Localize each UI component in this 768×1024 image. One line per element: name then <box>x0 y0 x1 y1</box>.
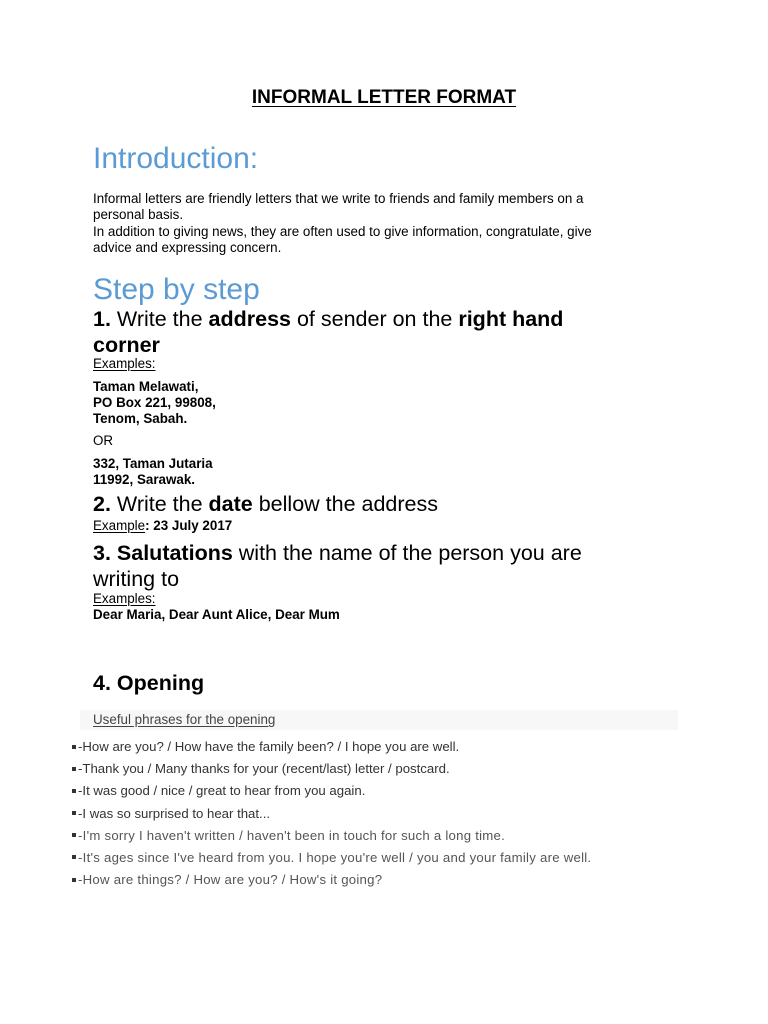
phrase-text: Thank you / Many thanks for your (recent/last) letter / postcard. <box>82 761 450 777</box>
step1-bold-right-hand: right hand <box>458 307 564 331</box>
step1-text: of sender on the <box>291 307 459 331</box>
intro-line: In addition to giving news, they are often used to give information, congratulate, give <box>93 223 592 239</box>
example-label: Example <box>93 518 146 533</box>
salutation-examples-text: Dear Maria, Dear Aunt Alice, Dear Mum <box>93 607 340 622</box>
step4-heading: 4. Opening <box>93 671 205 695</box>
address-line: 11992, Sarawak. <box>93 472 196 487</box>
step2-bold-date: date <box>208 492 253 516</box>
examples-label: Examples: <box>93 356 156 371</box>
bullet-dash: - <box>78 827 83 843</box>
bullet-square-icon <box>72 789 76 793</box>
steps-heading: Step by step <box>93 273 260 306</box>
bullet-square-icon <box>72 767 76 771</box>
phrase-text: How are things? / How are you? / How's it going? <box>82 872 383 888</box>
step2-text: bellow the address <box>252 492 438 516</box>
step1-text: Write the <box>110 307 209 331</box>
address-line: 332, Taman Jutaria <box>93 456 213 471</box>
phrase-text: I was so surprised to hear that... <box>82 805 271 821</box>
introduction-heading: Introduction: <box>93 142 259 175</box>
document-title: INFORMAL LETTER FORMAT <box>251 87 517 108</box>
list-item <box>72 780 752 802</box>
step3-number: 3. <box>93 541 111 565</box>
list-item <box>72 803 752 825</box>
bullet-square-icon <box>72 878 76 882</box>
step1-bold-corner: corner <box>93 333 160 357</box>
phrase-list <box>72 736 752 891</box>
address-line: PO Box 221, 99808, <box>93 395 216 410</box>
bullet-square-icon <box>72 811 76 815</box>
phrases-label: Useful phrases for the opening <box>93 712 276 727</box>
bullet-dash: - <box>78 761 83 777</box>
list-item <box>72 869 752 891</box>
address-line: Tenom, Sabah. <box>93 411 188 426</box>
step3-examples-label <box>93 591 156 607</box>
step3-heading <box>93 540 582 566</box>
or-separator: OR <box>93 433 114 448</box>
step2-heading <box>93 491 438 517</box>
phrase-text: It was good / nice / great to hear from you again. <box>82 783 366 799</box>
introduction-paragraph <box>93 191 693 256</box>
intro-line: Informal letters are friendly letters that we write to friends and family members on a <box>93 191 584 206</box>
address-example-2 <box>93 456 213 488</box>
step2-example <box>93 518 232 534</box>
salutation-examples <box>93 607 340 623</box>
step1-examples-label <box>93 356 156 372</box>
bullet-dash: - <box>78 805 83 821</box>
phrase-text: I'm sorry I haven't written / haven't been in touch for such a long time. <box>82 827 506 843</box>
bullet-dash: - <box>78 739 83 754</box>
step2-text: Write the <box>110 492 209 516</box>
list-item <box>72 825 752 847</box>
step1-bold-address: address <box>208 307 291 331</box>
bullet-dash: - <box>78 783 83 799</box>
step1-heading-line2 <box>93 332 160 358</box>
list-item <box>72 847 752 869</box>
intro-line: advice and expressing concern. <box>93 239 282 255</box>
step2-number: 2. <box>93 492 111 516</box>
bullet-square-icon <box>72 855 76 859</box>
step1-heading <box>93 306 563 332</box>
step3-text: with the name of the person you are <box>232 541 582 565</box>
bullet-dash: - <box>78 849 83 865</box>
list-item <box>72 736 752 758</box>
bullet-square-icon <box>72 745 76 749</box>
phrase-text: It's ages since I've heard from you. I hope you're well / you and your family are well. <box>82 849 592 865</box>
list-item <box>72 758 752 780</box>
address-line: Taman Melawati, <box>93 379 199 394</box>
phrase-text: How are you? / How have the family been? / I hope you are well. <box>82 739 460 754</box>
bullet-square-icon <box>72 833 76 837</box>
phrases-header <box>80 710 678 730</box>
intro-line: personal basis. <box>93 207 184 223</box>
address-example-1 <box>93 379 216 427</box>
step1-number: 1. <box>93 307 111 331</box>
step3-heading-line2: writing to <box>93 567 180 591</box>
examples-label: Examples: <box>93 591 156 606</box>
bullet-dash: - <box>78 872 83 888</box>
step3-bold-salutations: Salutations <box>110 541 233 565</box>
example-date-value: : 23 July 2017 <box>145 518 233 533</box>
